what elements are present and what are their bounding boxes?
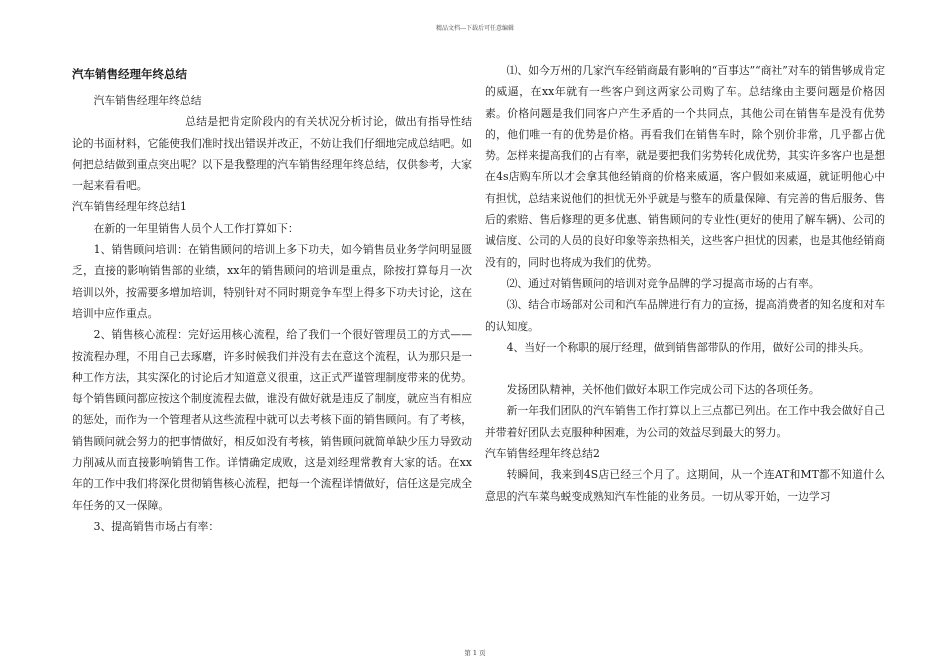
section-heading-2: 汽车销售经理年终总结2: [485, 447, 600, 461]
page-footer: 第 1 页: [464, 649, 486, 657]
section-heading-1: 汽车销售经理年终总结1: [72, 200, 187, 214]
blank-line: [485, 358, 885, 379]
team-spirit-paragraph: 发扬团队精神，关怀他们做好本职工作完成公司下达的各项任务。: [506, 383, 820, 397]
subtitle: 汽车销售经理年终总结: [93, 94, 202, 107]
plan-intro: 在新的一年里销售人员个人工作打算如下：: [93, 221, 299, 235]
market-share-paragraph-2: ⑵、通过对销售顾问的培训对竞争品牌的学习提高市场的占有率。: [506, 276, 820, 290]
intro-paragraph: 总结是把肯定阶段内的有关状况分析讨论，做出有指导性结论的书面材料，它能使我们准时找出错误并改正，不妨让我们仔细地完成总结吧。如何把总结做到重点突出呢？以下是我整理的汽车销售经理年终总结，仅供参考，大家一起来看看吧。: [72, 115, 472, 193]
new-year-plan-paragraph: 新一年我们团队的汽车销售工作打算以上三点都已列出。在工作中我会做好自己并带着好团队去克服种种困难，为公司的效益尽到最大的努力。: [485, 404, 885, 439]
left-column: [72, 60, 472, 537]
market-share-paragraph-1: ⑴、如今万州的几家汽车经销商最有影响的“百事达”“商社”对车的销售够成肯定的威逼，在xx年就有一些客户到这两家公司购了车。总结缘由主要问题是价格因素。价格问题是我们同客户产生矛盾的一个共同点，其他公司在销售车是没有优势的，他们唯一有的优势是价格。再看我们在销售车时，除个别价非常，几乎都占优势。怎样来提高我们的占有率，就是要把我们劣势转化成优势，其实许多客户也是想在4s店购车所以才会拿其他经销商的价格来威逼，客户假如来威逼，就证明他心中有担忧，总结来说他们的担忧无外乎就是与整车的质量保障、有完善的售后服务、售后的索赔、售后修理的更多优惠、销售顾问的专业性(更好的使用了解车辆)、公司的诚信度、公司的人员的良好印象等亲热相关，这些客户担忧的因素，也是其他经销商没有的，同时也将成为我们的优势。: [485, 64, 885, 269]
page-header: 精品文档---下载后可任意编辑: [435, 25, 515, 32]
right-column: [485, 60, 885, 507]
item-4-paragraph: 4、当好一个称职的展厅经理，做到销售部带队的作用，做好公司的排头兵。: [506, 340, 870, 354]
item-2-paragraph: 2、销售核心流程：完好运用核心流程，给了我们一个很好管理员工的方式——按流程办理，不用自己去琢磨，许多时候我们并没有去在意这个流程，认为那只是一种工作方法，其实深化的讨论后才知道意义很重，这正式严谨管理制度带来的优势。每个销售顾问都应按这个制度流程去做，谁没有做好就是违反了制度，就应当有相应的惩处，而作为一个管理者从这些流程中就可以去考核下面的销售顾问。有了考核，销售顾问就会努力的把事情做好，相反如没有考核，销售顾问就简单缺少压力导致动力削减从而直接影响销售工作。详情确定成败，这是刘经理常教育大家的话。在xx年的工作中我们将深化贯彻销售核心流程，把每一个流程详情做好，信任这是完成全年任务的又一保障。: [72, 328, 472, 512]
market-share-paragraph-3: ⑶、结合市场部对公司和汽车品牌进行有力的宣扬，提高消费者的知名度和对车的认知度。: [485, 298, 885, 333]
document-title: 汽车销售经理年终总结: [72, 67, 187, 81]
item-1-paragraph: 1、销售顾问培训：在销售顾问的培训上多下功夫，如今销售员业务学问明显匮乏，直接的影响销售部的业绩，xx年的销售顾问的培训是重点，除按打算每月一次培训以外，按需要多增加培训，特别针对不同时期竞争车型上得多下功夫讨论，这在培训中应作重点。: [72, 243, 472, 320]
section-2-paragraph: 转瞬间，我来到4S店已经三个月了。这期间，从一个连AT和MT都不知道什么意思的汽车菜鸟蜕变成熟知汽车性能的业务员。一切从零开始，一边学习: [485, 468, 885, 503]
item-3-paragraph: 3、提高销售市场占有率：: [93, 519, 220, 533]
